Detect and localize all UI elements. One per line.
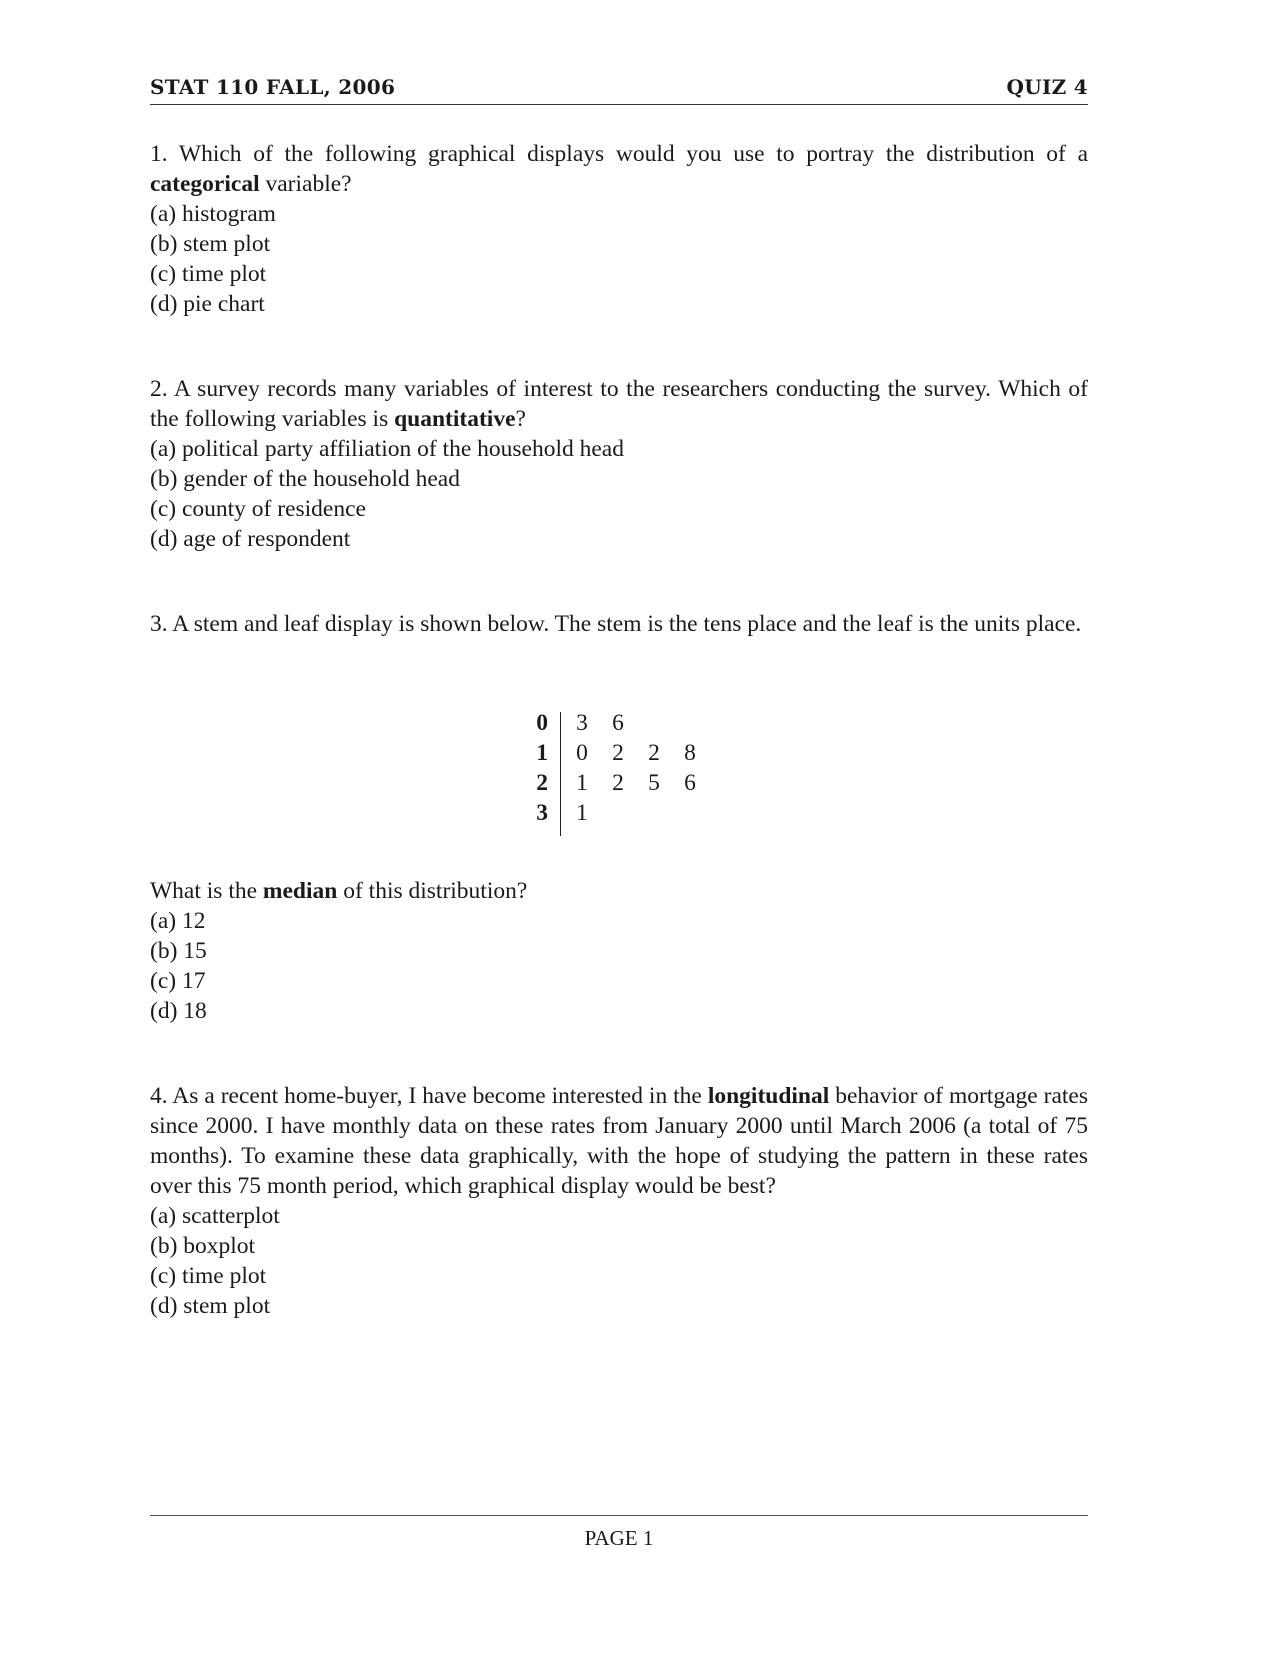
question-3-option-a: (a) 12	[150, 908, 206, 934]
question-2-text: 2. A survey records many variables of interest to the researchers conducting the survey. Which of the following variables is quantitative?	[150, 376, 1088, 432]
leaf-value: 1	[576, 770, 588, 796]
stem-row	[526, 710, 716, 740]
leaf-value: 3	[576, 710, 588, 736]
question-3-option-b: (b) 15	[150, 938, 207, 964]
question-1-option-d: (d) pie chart	[150, 291, 265, 317]
question-1-option-c: (c) time plot	[150, 261, 267, 287]
question-1-keyword: categorical	[150, 171, 260, 197]
stem-row	[526, 770, 716, 800]
question-2-option-b: (b) gender of the household head	[150, 466, 460, 492]
question-4-option-a: (a) scatterplot	[150, 1203, 280, 1229]
leaf-value: 5	[648, 770, 660, 796]
page-number: PAGE 1	[584, 1526, 654, 1550]
leaf-value: 6	[612, 710, 624, 736]
question-3-text: What is the median of this distribution?	[150, 878, 528, 904]
stem-value: 1	[536, 740, 548, 766]
question-3	[150, 609, 1088, 639]
quiz-title: QUIZ 4	[1006, 75, 1088, 99]
stem-row	[526, 800, 716, 830]
leaf-value: 2	[612, 740, 624, 766]
stem-value: 3	[536, 800, 548, 826]
question-2-option-a: (a) political party affiliation of the household head	[150, 436, 624, 462]
leaf-value: 6	[684, 770, 696, 796]
stem-value: 0	[536, 710, 548, 736]
question-3-intro: 3. A stem and leaf display is shown below. The stem is the tens place and the leaf is the units place.	[150, 611, 1082, 637]
leaf-value: 2	[612, 770, 624, 796]
question-3-option-c: (c) 17	[150, 968, 206, 994]
footer-divider	[150, 1515, 1088, 1516]
question-3-keyword: median	[262, 878, 338, 904]
question-1-option-a: (a) histogram	[150, 201, 276, 227]
stem-leaf-display	[526, 710, 716, 838]
question-4-keyword: longitudinal	[707, 1083, 830, 1109]
question-4-option-b: (b) boxplot	[150, 1233, 256, 1259]
question-4-text: 4. As a recent home-buyer, I have become interested in the longitudinal behavior of mortgage rates since 2000. I have monthly data on these rates from January 2000 until March 2006 (a total of 75 months). To examine these data graphically, with the hope of studying the pattern in these rates over this 75 month period, which graphical display would be best?	[150, 1083, 1088, 1199]
question-3-prompt	[150, 876, 1088, 1026]
course-title: STAT 110 FALL, 2006	[150, 75, 396, 99]
question-4-option-c: (c) time plot	[150, 1263, 267, 1289]
stem-value: 2	[536, 770, 548, 796]
question-2-keyword: quantitative	[394, 406, 516, 432]
leaf-value: 1	[576, 800, 588, 826]
stem-row	[526, 740, 716, 770]
quiz-page	[150, 0, 1088, 1656]
question-2-option-d: (d) age of respondent	[150, 526, 351, 552]
question-1-option-b: (b) stem plot	[150, 231, 271, 257]
question-4	[150, 1081, 1088, 1321]
question-1	[150, 139, 1088, 319]
question-2-option-c: (c) county of residence	[150, 496, 366, 522]
question-3-option-d: (d) 18	[150, 998, 207, 1024]
leaf-value: 0	[576, 740, 588, 766]
leaf-value: 8	[684, 740, 696, 766]
question-2	[150, 374, 1088, 554]
leaf-value: 2	[648, 740, 660, 766]
page-header	[150, 72, 1088, 105]
question-1-text: 1. Which of the following graphical displays would you use to portray the distribution of a categorical variable?	[150, 141, 1088, 197]
question-4-option-d: (d) stem plot	[150, 1293, 271, 1319]
